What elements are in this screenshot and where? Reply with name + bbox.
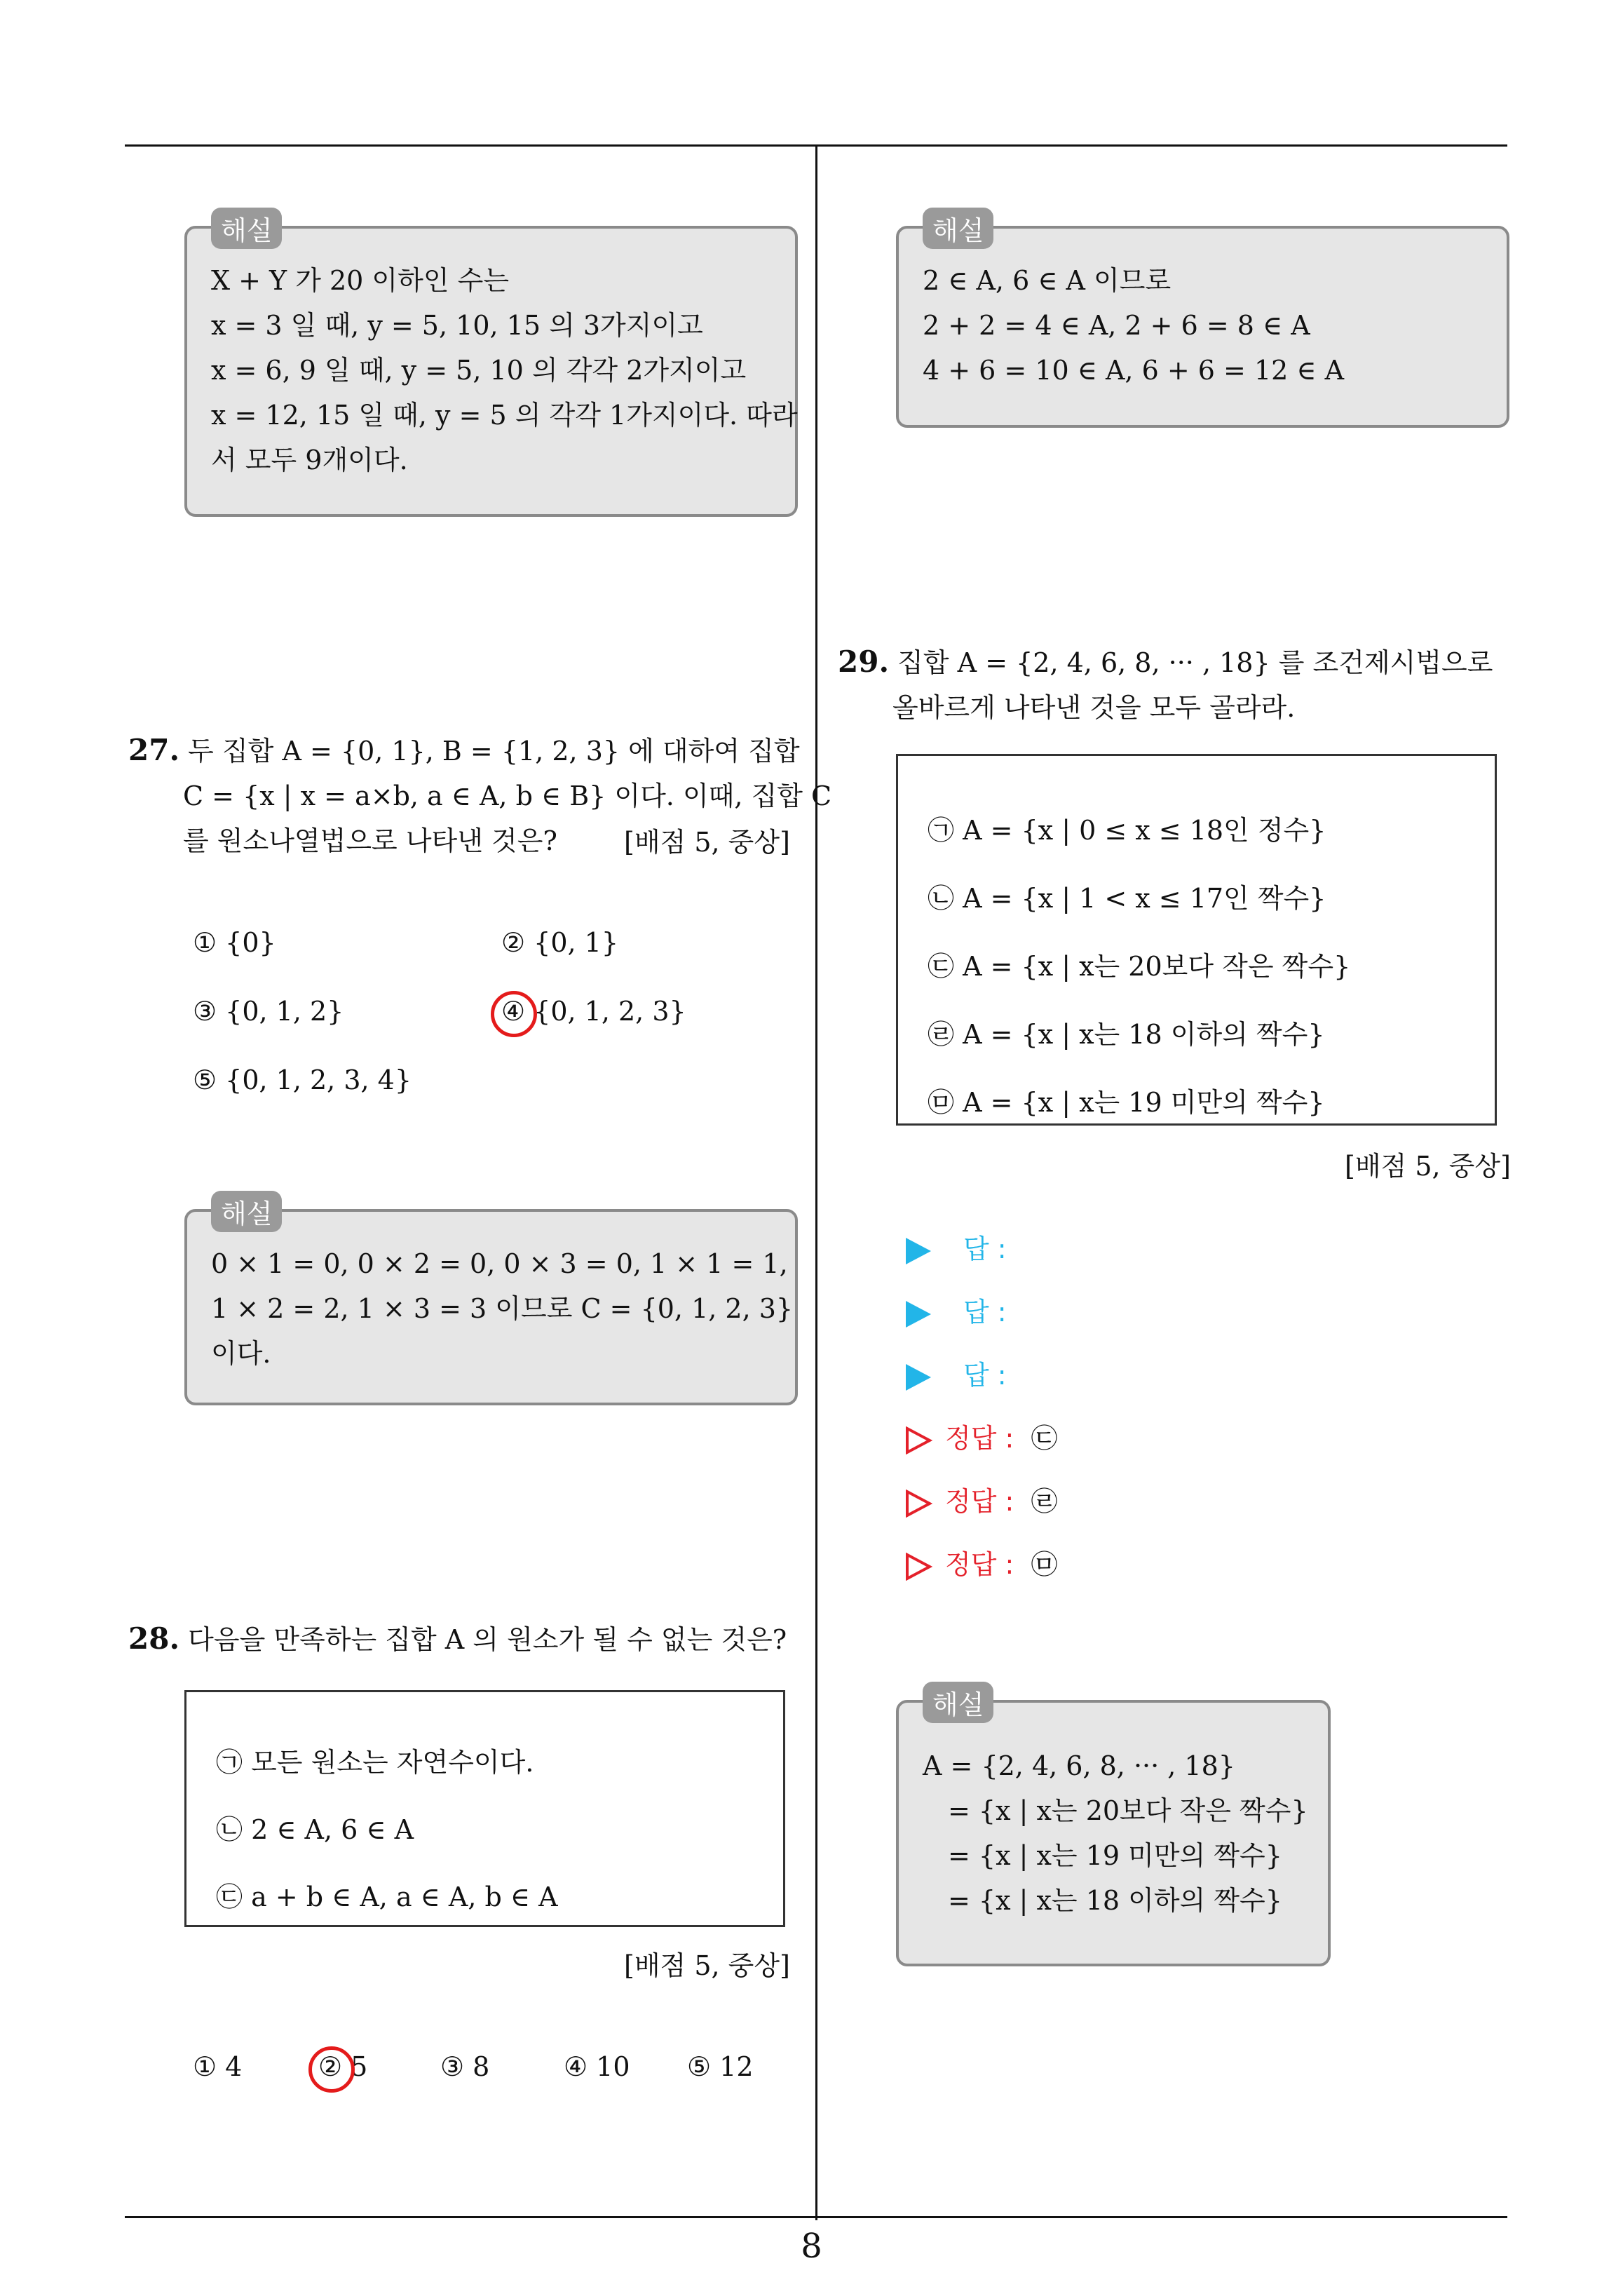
choice-item: ㉣ A = {x | x는 18 이하의 짝수}: [928, 1019, 1325, 1050]
solution-tag: 해설: [923, 208, 993, 249]
solution-line: 2 ∈ A, 6 ∈ A 이므로: [923, 265, 1172, 296]
choice-item: ㉢ A = {x | x는 20보다 작은 짝수}: [928, 951, 1351, 982]
solution-box-28: [896, 215, 1509, 428]
correct-answer-line: [904, 1543, 1058, 1581]
solution-line: = {x | x는 19 미만의 짝수}: [948, 1840, 1282, 1871]
play-arrow-icon: [906, 1238, 931, 1264]
solution-box-27: [184, 1198, 798, 1405]
question-28: [128, 1616, 801, 1662]
score-label: [배점 5, 중상]: [1345, 1151, 1511, 1182]
option-3[interactable]: ③ 8: [440, 2051, 490, 2082]
solution-box-26: [184, 215, 798, 517]
condition-item: ㉢ a + b ∈ A, a ∈ A, b ∈ A: [216, 1882, 558, 1912]
option-1[interactable]: ① {0}: [193, 927, 276, 958]
solution-text: [211, 1241, 794, 1376]
question-text: 다음을 만족하는 집합 A 의 원소가 될 수 없는 것은?: [188, 1624, 787, 1655]
solution-text: [923, 258, 1486, 393]
question-line: 올바르게 나타낸 것을 모두 골라라.: [892, 692, 1296, 723]
answer-line: [906, 1227, 1007, 1266]
correct-label: 정답 :: [945, 1549, 1014, 1580]
solution-tag: 해설: [211, 208, 282, 249]
option-3[interactable]: ③ {0, 1, 2}: [193, 996, 344, 1027]
page-number: 8: [801, 2227, 822, 2266]
solution-line: 이다.: [211, 1338, 271, 1369]
choice-item: ㉡ A = {x | 1 < x ≤ 17인 짝수}: [928, 883, 1326, 914]
outline-arrow-icon: [904, 1426, 932, 1454]
bottom-rule: [125, 2216, 1507, 2218]
solution-line: X + Y 가 20 이하인 수는: [211, 265, 510, 296]
correct-answer-value: ㉣: [1031, 1486, 1058, 1517]
score-label: [배점 5, 중상]: [624, 827, 790, 858]
solution-line: 0 × 1 = 0, 0 × 2 = 0, 0 × 3 = 0, 1 × 1 = 1,: [211, 1248, 788, 1279]
answer-label: 답 :: [963, 1360, 1007, 1391]
correct-answer-line: [904, 1417, 1058, 1455]
solution-box-29: [896, 1689, 1331, 1966]
correct-answer-line: [904, 1480, 1058, 1518]
marked-answer-circle: [491, 991, 537, 1037]
option-5[interactable]: ⑤ {0, 1, 2, 3, 4}: [193, 1065, 412, 1095]
option-4[interactable]: ④ 10: [564, 2051, 630, 2082]
answer-label: 답 :: [963, 1234, 1007, 1264]
option-5[interactable]: ⑤ 12: [687, 2051, 754, 2082]
score-label: [배점 5, 중상]: [624, 1950, 790, 1981]
answer-line: [906, 1353, 1007, 1392]
correct-label: 정답 :: [945, 1486, 1014, 1517]
question-number: 28.: [128, 1621, 180, 1656]
option-1[interactable]: ① 4: [193, 2051, 243, 2082]
option-2[interactable]: ② 5: [318, 2051, 368, 2082]
question-line: 집합 A = {2, 4, 6, 8, ··· , 18} 를 조건제시법으로: [897, 647, 1493, 678]
answer-line: [906, 1290, 1007, 1329]
condition-item: ㉡ 2 ∈ A, 6 ∈ A: [216, 1814, 414, 1845]
correct-label: 정답 :: [945, 1423, 1014, 1454]
play-arrow-icon: [906, 1301, 931, 1328]
marked-answer-circle: [308, 2046, 355, 2093]
solution-line: A = {2, 4, 6, 8, ··· , 18}: [923, 1750, 1235, 1781]
solution-line: = {x | x는 18 이하의 짝수}: [948, 1885, 1282, 1916]
question-line: 두 집합 A = {0, 1}, B = {1, 2, 3} 에 대하여 집합: [188, 736, 800, 767]
solution-line: 2 + 2 = 4 ∈ A, 2 + 6 = 8 ∈ A: [923, 310, 1310, 341]
solution-tag: 해설: [923, 1682, 993, 1723]
question-line: C = {x | x = a×b, a ∈ A, b ∈ B} 이다. 이때, 집합 C: [183, 781, 832, 811]
choices-box: [896, 754, 1497, 1126]
solution-line: x = 3 일 때, y = 5, 10, 15 의 3가지이고: [211, 310, 703, 341]
question-number: 27.: [128, 733, 180, 767]
question-line: 를 원소나열법으로 나타낸 것은?: [183, 825, 557, 856]
solution-line: x = 6, 9 일 때, y = 5, 10 의 각각 2가지이고: [211, 355, 747, 386]
solution-line: = {x | x는 20보다 작은 짝수}: [948, 1795, 1308, 1826]
outline-arrow-icon: [904, 1553, 932, 1581]
correct-answer-value: ㉤: [1031, 1549, 1058, 1580]
solution-tag: 해설: [211, 1191, 282, 1232]
column-divider: [815, 144, 817, 2220]
choice-item: ㉤ A = {x | x는 19 미만의 짝수}: [928, 1087, 1325, 1118]
question-29: [838, 640, 1511, 730]
outline-arrow-icon: [904, 1490, 932, 1518]
solution-text: [923, 1743, 1307, 1923]
solution-line: 1 × 2 = 2, 1 × 3 = 3 이므로 C = {0, 1, 2, 3}: [211, 1293, 794, 1324]
solution-line: 서 모두 9개이다.: [211, 445, 408, 475]
answer-label: 답 :: [963, 1297, 1007, 1328]
choice-item: ㉠ A = {x | 0 ≤ x ≤ 18인 정수}: [928, 815, 1326, 846]
option-2[interactable]: ② {0, 1}: [501, 927, 619, 958]
play-arrow-icon: [906, 1364, 931, 1391]
question-number: 29.: [838, 644, 890, 679]
conditions-box: [184, 1690, 785, 1927]
solution-line: 4 + 6 = 10 ∈ A, 6 + 6 = 12 ∈ A: [923, 355, 1345, 386]
solution-text: [211, 258, 798, 482]
condition-item: ㉠ 모든 원소는 자연수이다.: [216, 1747, 534, 1778]
solution-line: x = 12, 15 일 때, y = 5 의 각각 1가지이다. 따라: [211, 400, 798, 431]
correct-answer-value: ㉢: [1031, 1423, 1058, 1454]
option-4[interactable]: ④ {0, 1, 2, 3}: [501, 996, 686, 1027]
